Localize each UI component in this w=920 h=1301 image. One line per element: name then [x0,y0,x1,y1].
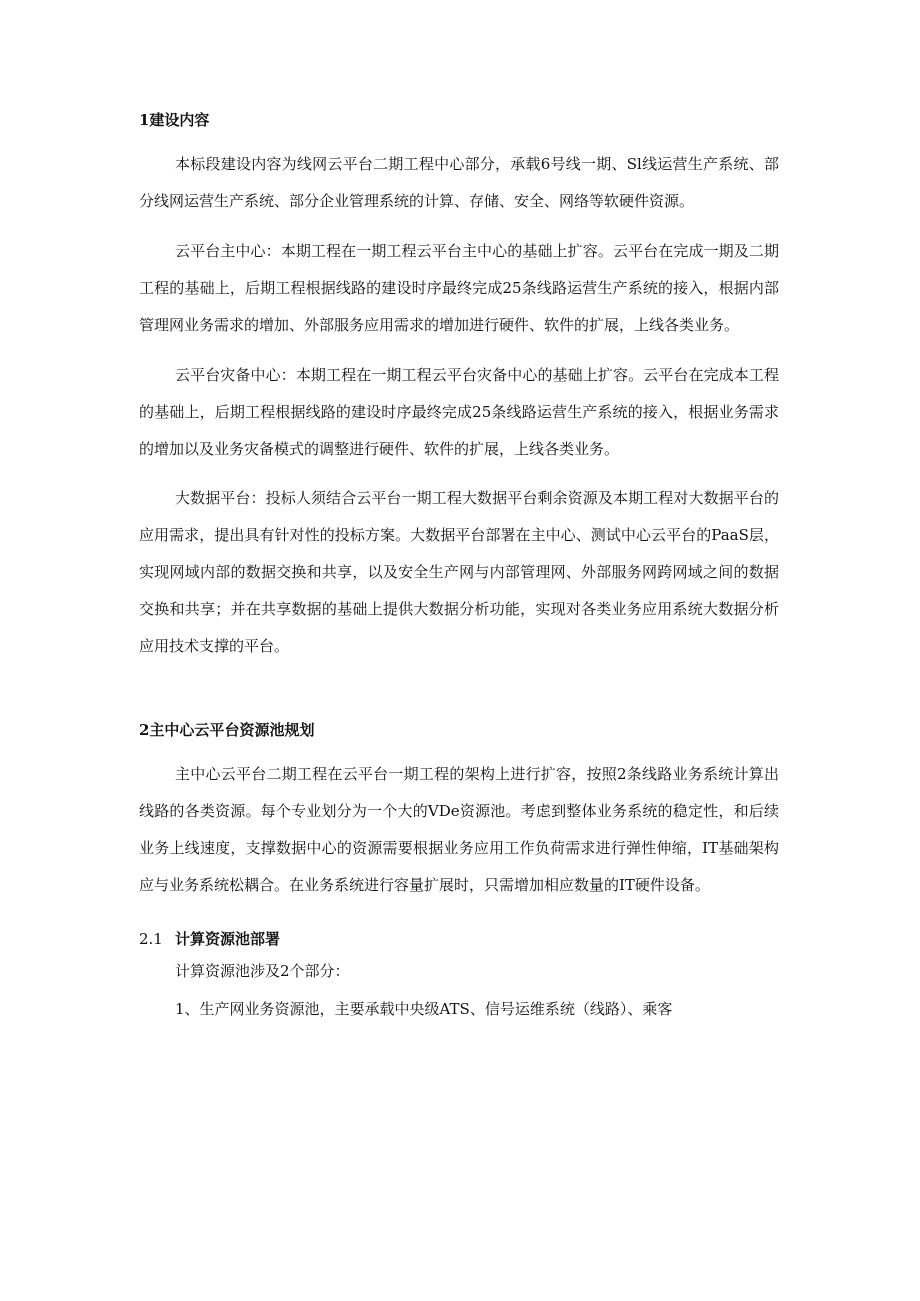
section-1-heading: 1建设内容 [139,111,210,129]
section-2-1-intro-line: 计算资源池涉及2个部分： [175,962,350,980]
section-2-1-number: 2.1 [139,930,163,948]
section-1-paragraph-backup-center: 云平台灾备中心：本期工程在一期工程云平台灾备中心的基础上扩容。云平台在完成本工程的基础上，后期工程根据线路的建设时序最终完成25条线路运营生产系统的接入，根据业务需求的增加以及业务灾备模式的调整进行硬件、软件的扩展，上线各类业务。 [139,366,779,458]
section-2-1-heading [139,929,280,949]
section-2-1-title: 计算资源池部署 [175,930,281,948]
section-1-paragraph-main-center: 云平台主中心：本期工程在一期工程云平台主中心的基础上扩容。云平台在完成一期及二期工程的基础上，后期工程根据线路的建设时序最终完成25条线路运营生产系统的接入，根据内部管理网业务需求的增加、外部服务应用需求的增加进行硬件、软件的扩展，上线各类业务。 [139,242,779,334]
section-2-paragraph: 主中心云平台二期工程在云平台一期工程的架构上进行扩容，按照2条线路业务系统计算出线路的各类资源。每个专业划分为一个大的VDe资源池。考虑到整体业务系统的稳定性，和后续业务上线速度，支撑数据中心的资源需要根据业务应用工作负荷需求进行弹性伸缩，IT基础架构应与业务系统松耦合。在业务系统进行容量扩展时，只需增加相应数量的IT硬件设备。 [139,765,779,894]
section-2-1-item-1: 1、生产网业务资源池，主要承载中央级ATS、信号运维系统（线路）、乘客 [175,1000,673,1018]
section-1-paragraph-scope: 本标段建设内容为线网云平台二期工程中心部分，承载6号线一期、Sl线运营生产系统、部分线网运营生产系统、部分企业管理系统的计算、存储、安全、网络等软硬件资源。 [139,155,779,210]
section-2-heading: 2主中心云平台资源池规划 [139,721,315,739]
section-1-paragraph-big-data: 大数据平台：投标人须结合云平台一期工程大数据平台剩余资源及本期工程对大数据平台的应用需求，提出具有针对性的投标方案。大数据平台部署在主中心、测试中心云平台的PaaS层，实现网域内部的数据交换和共享，以及安全生产网与内部管理网、外部服务网跨网域之间的数据交换和共享；并在共享数据的基础上提供大数据分析功能，实现对各类业务应用系统大数据分析应用技术支撑的平台。 [139,489,779,655]
